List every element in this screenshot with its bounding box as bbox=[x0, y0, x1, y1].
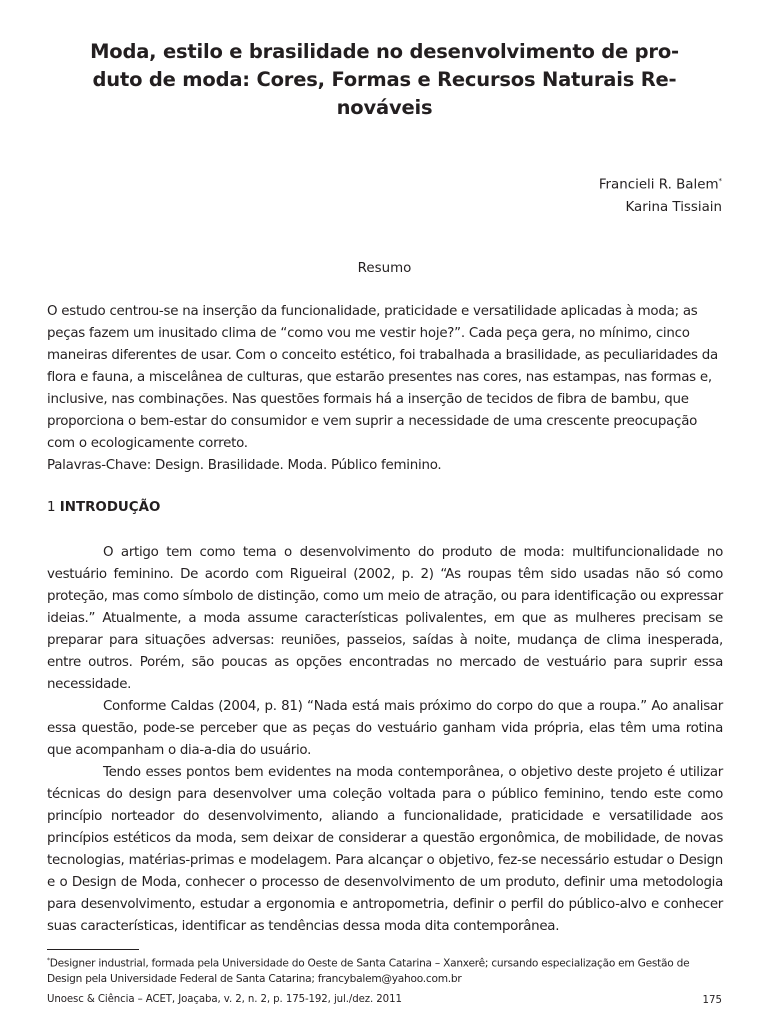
title-line: Moda, estilo e brasilidade no desenvolvimento de pro- bbox=[90, 40, 679, 63]
footnote-mark: * bbox=[47, 957, 50, 964]
page-number: 175 bbox=[702, 995, 722, 1006]
footnote-text: Designer industrial, formada pela Universidade do Oeste de Santa Catarina – Xanxerê; cursando especialização em Gestão de Design pela Universidade Federal de Santa Catarina; francybalem@yahoo.com.br bbox=[47, 957, 690, 985]
journal-citation: Unoesc & Ciência – ACET, Joaçaba, v. 2, n. 2, p. 175-192, jul./dez. 2011 bbox=[47, 994, 402, 1005]
paper-title bbox=[47, 38, 722, 122]
paragraph: O artigo tem como tema o desenvolvimento do produto de moda: multifuncionalidade no vestuário feminino. De acordo com Rigueiral (2002, p. 2) “As roupas têm sido usadas não só como proteção, mas como símbolo de distinção, como um meio de atração, ou para identificação ou expressar ideias.” Atualmente, a moda assume características polivalentes, em que as mulheres precisam se preparar para situações adversas: reuniões, passeios, saídas à noite, mudança de clima inesperada, entre outros. Porém, são poucas as opções encontradas no mercado de vestuário para suprir essa necessidade. bbox=[47, 545, 723, 692]
author bbox=[599, 196, 722, 219]
paragraph: Tendo esses pontos bem evidentes na moda contemporânea, o objetivo deste projeto é utilizar técnicas do design para desenvolver uma coleção voltada para o público feminino, tendo este como princípio norteador do desenvolvimento, aliando a funcionalidade, praticidade e versatilidade aos princípios estéticos da moda, sem deixar de considerar a questão ergonômica, de mobilidade, de novas tecnologias, matérias-primas e modelagem. Para alcançar o objetivo, fez-se necessário estudar o Design e o Design de Moda, conhecer o processo de desenvolvimento de um produto, definir uma metodologia para desenvolvimento, estudar a ergonomia e antropometria, definir o perfil do público-alvo e conhecer suas características, identificar as tendências dessa moda dita contemporânea. bbox=[47, 765, 723, 934]
paragraph: Conforme Caldas (2004, p. 81) “Nada está mais próximo do corpo do que a roupa.” Ao analisar essa questão, pode-se perceber que as peças do vestuário ganham vida própria, elas têm uma rotina que acompanham o dia-a-dia do usuário. bbox=[47, 699, 723, 758]
keywords: Palavras-Chave: Design. Brasilidade. Moda. Público feminino. bbox=[47, 458, 442, 473]
footnote-divider bbox=[47, 949, 139, 950]
paper-page bbox=[47, 0, 722, 1024]
author-name: Francieli R. Balem bbox=[598, 177, 719, 193]
author-list bbox=[599, 170, 722, 219]
abstract-heading: Resumo bbox=[357, 261, 412, 276]
footnote-mark[interactable]: * bbox=[718, 177, 722, 185]
section-heading bbox=[47, 497, 160, 519]
author-name: Karina Tissiain bbox=[625, 200, 722, 216]
title-line: nováveis bbox=[336, 96, 433, 119]
title-line: duto de moda: Cores, Formas e Recursos Naturais Re- bbox=[92, 68, 677, 91]
section-body bbox=[47, 542, 723, 938]
abstract bbox=[47, 301, 723, 477]
author bbox=[599, 170, 722, 196]
section-number: 1 bbox=[47, 500, 56, 515]
footnote bbox=[47, 953, 723, 987]
abstract-text: O estudo centrou-se na inserção da funcionalidade, praticidade e versatilidade aplicadas à moda; as peças fazem um inusitado clima de “como vou me vestir hoje?”. Cada peça gera, no mínimo, cinco maneiras diferentes de usar. Com o conceito estético, foi trabalhada a brasilidade, as peculiaridades da flora e fauna, a miscelânea de culturas, que estarão presentes nas cores, nas estampas, nas formas e, inclusive, nas combinações. Nas questões formais há a inserção de tecidos de fibra de bambu, que proporciona o bem-estar do consumidor e vem suprir a necessidade de uma crescente preocupação com o ecologicamente correto. bbox=[47, 304, 718, 451]
section-title: INTRODUÇÃO bbox=[59, 500, 161, 515]
